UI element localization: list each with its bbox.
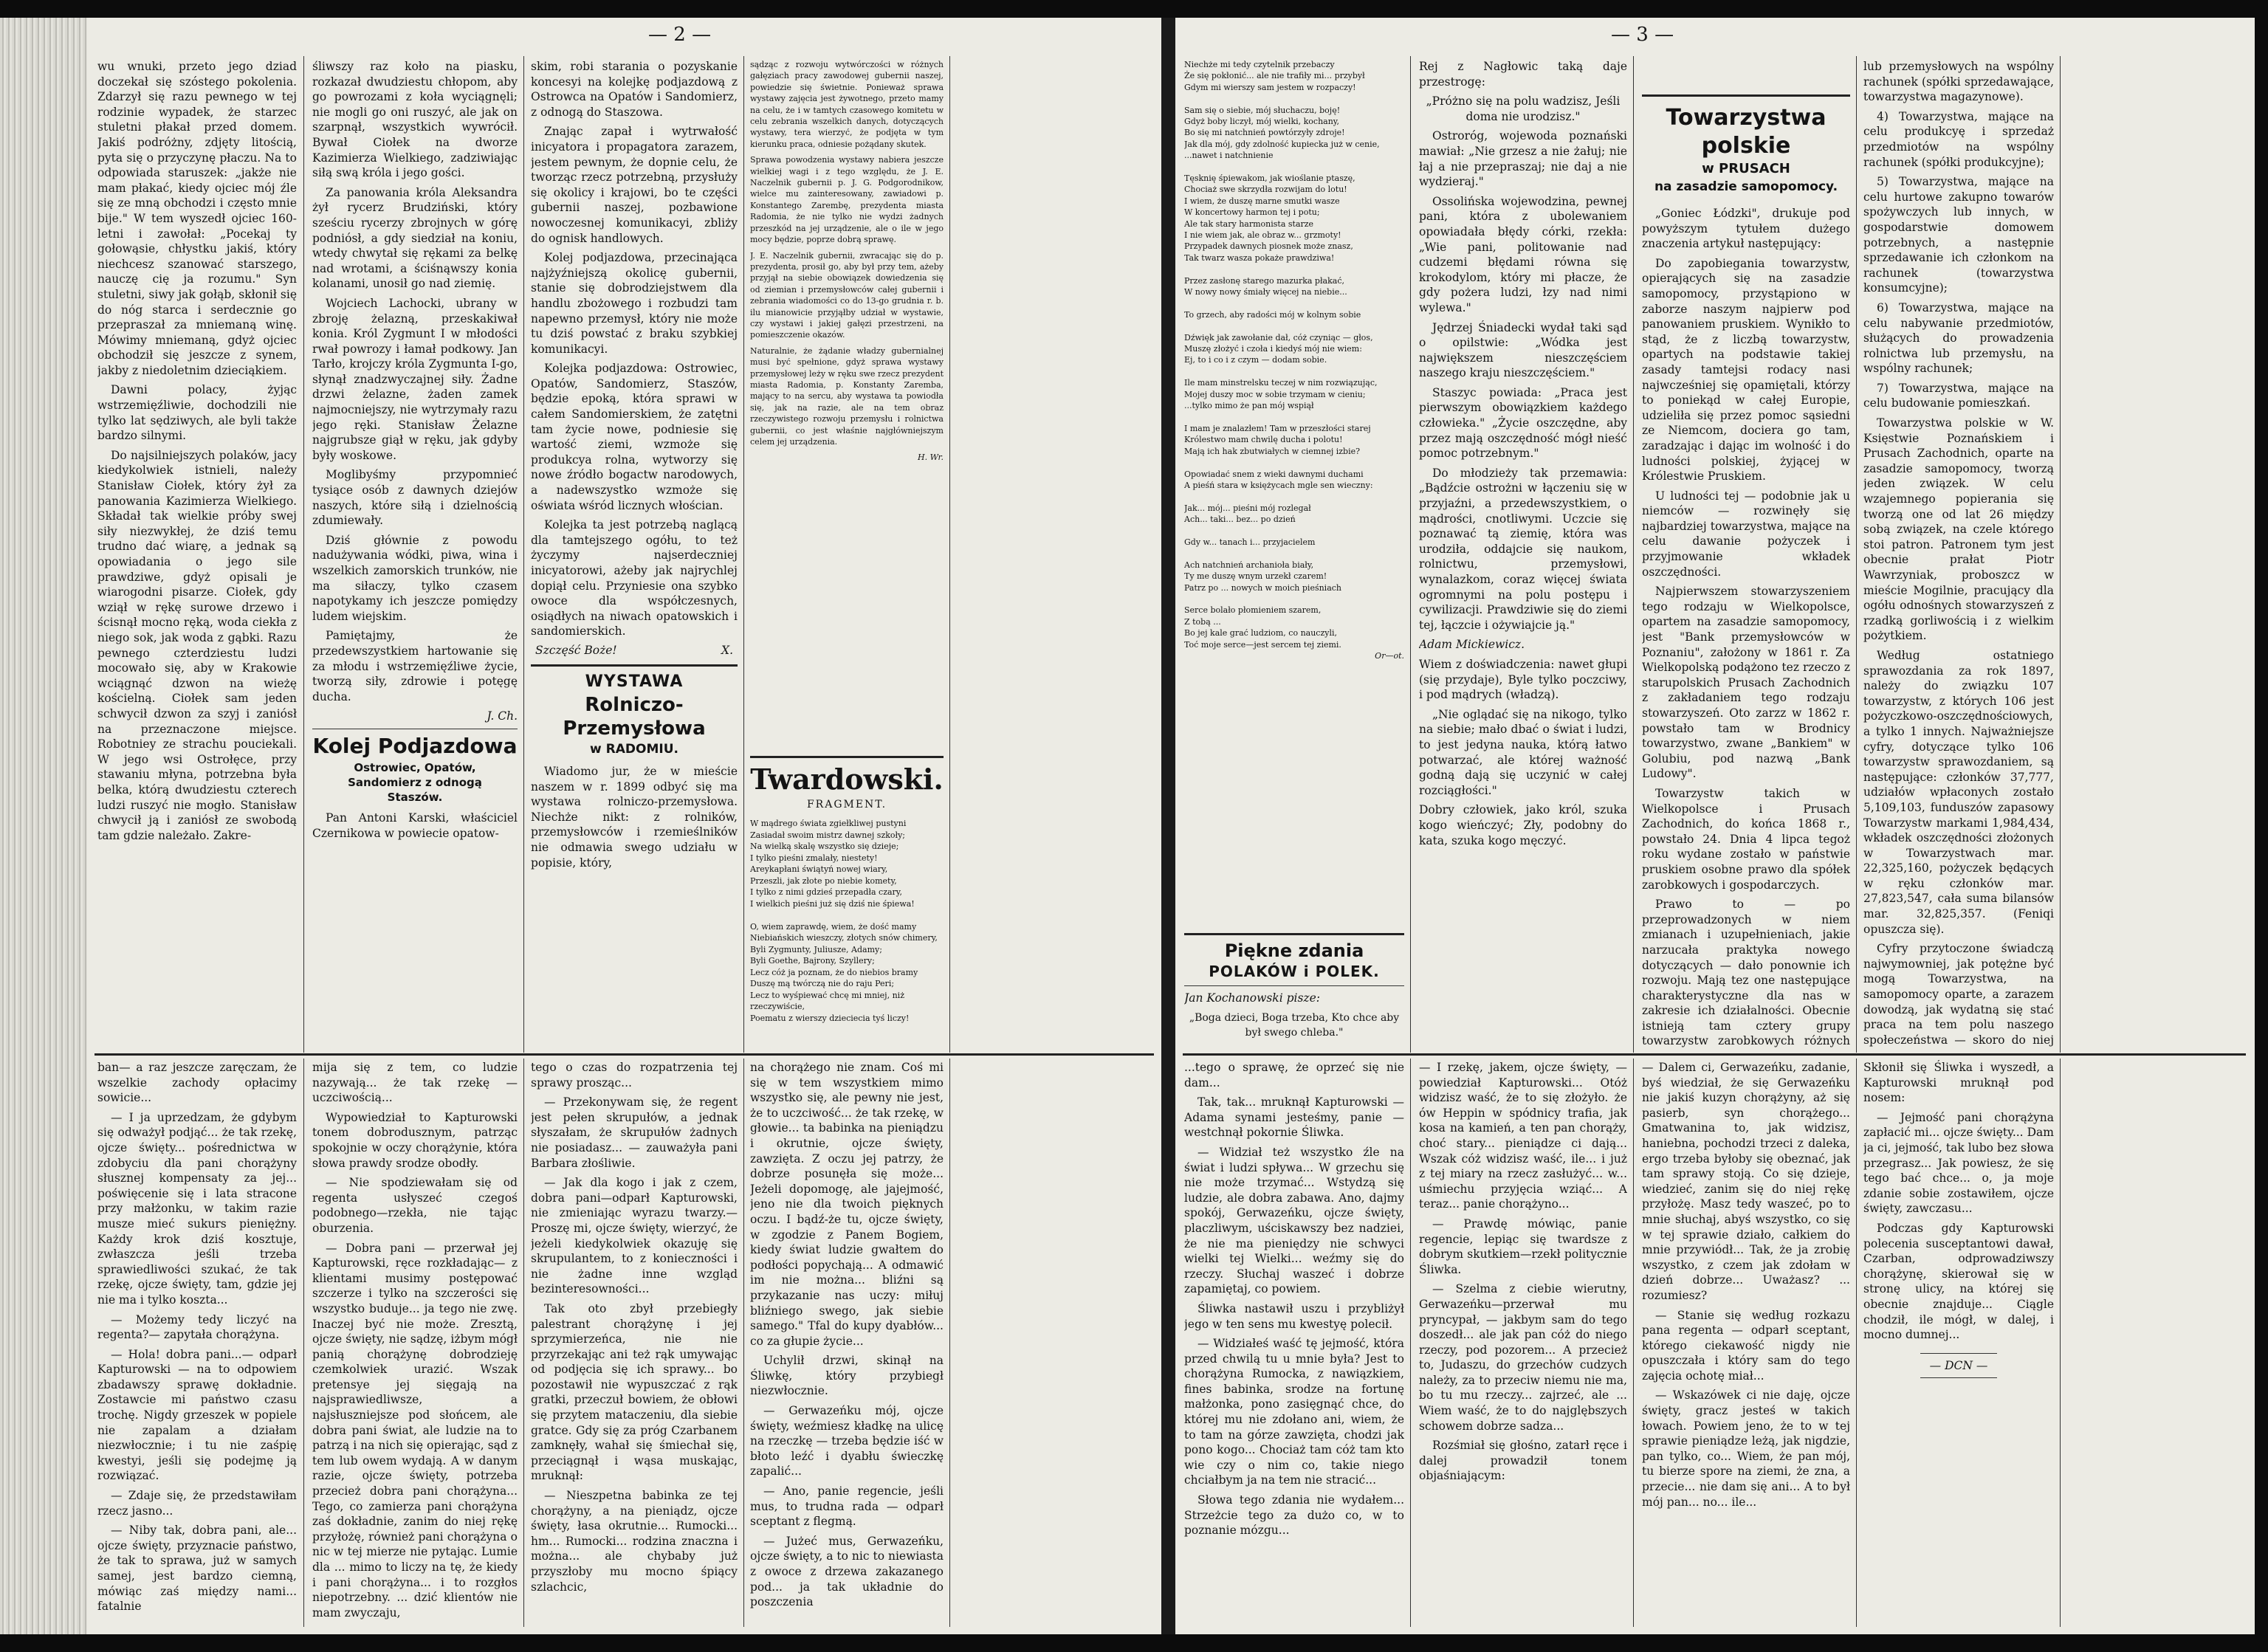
poem-line: Ach natchnień archanioła biały, [1184,560,1314,570]
divider [1642,94,1850,97]
page-number: — 3 — [1611,24,1674,46]
paragraph: śliwszy raz koło na piasku, rozkazał dwudziestu chłopom, aby go powrozami z koła wyciągnęli; nie mogli go oni ruszyć, ale jak on szarpnął, wszystkich wywrócił. Bywał Ciołek na dworze Kazimierza Wielkiego, zadziwiając siłą swą króla i jego gości. [312,60,518,180]
paragraph: Rej z Nagłowic taką daje przestrogę: [1419,60,1627,89]
paragraph: Uchylił drzwi, skinął na Śliwkę, który przybiegł niezwłocznie. [750,1354,944,1398]
poem-line: Niebiańskich wieszczy, złotych snów chimery, [750,933,938,943]
column-rule [1410,56,1411,1053]
paragraph: „Goniec Łódzki", drukuje pod powyższym tytułem dużego znaczenia artykuł następujący: [1642,207,1850,251]
column-rule [1856,56,1857,1053]
paragraph: Do młodzieży tak przemawia: „Bądźcie ostrożni w łączeniu się w przyjaźni, a przedewszystkiem, o mądrości, cnotliwymi. Uczcie się poznawać tą ziemię, która was urodziła, oddajcie się naukom, rolnictwu, przemysłowi, wynalazkom, coraz więcej świata ogromnymi na polu postępu i cywilizacji. Prawdziwie się do ziemi tej, łączcie i ożywiajcie ją." [1419,466,1627,632]
poem-line: To grzech, aby radości mój w kolnym sobie [1184,309,1361,320]
feuilleton-column-8 [1863,1060,2054,1627]
paragraph: Naturalnie, że żądanie władzy gubernialnej musi być spełnione, gdyż sprawa wystawy przemysłowej leży w ręku swe rzecz prezydent miasta Radomia, p. Konstanty Zaremba, mający to na sercu, aby wystawa ta powiodła się, jak na razie, ale na tem obraz rzeczywistego rozwoju przemysłu i rolnictwa gubernii, co jest właśnie najgłówniejszym celem jej urządzenia. [750,345,944,447]
paragraph: — Nieszpetna babinka ze tej chorążyny, a na pieniądz, ojcze święty, łasa okrutnie... Rumocki... hm... Rumocki... rodzina znaczna i można... ale chybaby już przyszłoby mu mocno śpiący szlachcic, [531,1489,738,1594]
poem-line: Zasiadał swoim mistrz dawnej szkoły; [750,830,906,840]
poem-line: Toć moje serce—jest sercem tej ziemi. [1184,639,1341,650]
paragraph: Kolejka podjazdowa: Ostrowiec, Opatów, Sandomierz, Staszów, będzie epoką, która sprawi w całem Sandomierskiem, że zatętni tam życie nowe, podniesie się wartość ziemi, wzmoże się produkcya rolna, wytworzy się nowe źródło bogactw narodowych, a nadewszystko wzmoże się oświata wśród licznych włościan. [531,362,738,512]
poem-line: Bo jej kale grać ludziom, co nauczyli, [1184,628,1338,639]
feuilleton-column-4 [750,1060,944,1627]
poem-line [1184,162,1404,173]
poem-line: Lecz to wyśpiewać chcę mi mniej, niż rzeczywiście, [750,990,904,1011]
author-signature: Or—ot. [1375,650,1404,661]
paragraph: Moglibyśmy przypomnieć tysiące osób z dawnych dziejów naszych, które siłą i dzielnością zdumiewały. [312,468,518,528]
poem-line: Gdym mi wierszy sam jestem w rozpaczy! [1184,82,1356,92]
poem-line: Sam się o siebie, mój słuchaczu, boję! [1184,105,1341,115]
poem-line: Ach... taki... bez... po dzień [1184,514,1296,525]
paragraph: Śliwka nastawił uszu i przybliżył jego w ten sens mu kwestyę polecił. [1184,1301,1404,1331]
poem-line: Bo się mi natchnień powtórzyły zdroje! [1184,128,1345,138]
feuilleton-column-5 [1184,1060,1404,1627]
poem-line: Gdy w... tanach i... przyjacielem [1184,537,1316,547]
article-column-2 [312,59,518,1048]
article-column-4 [750,59,944,753]
subheadline-samopomocy: na zasadzie samopomocy. [1654,179,1838,194]
poem-line: Byli Goethe, Bajrony, Szyllery; [750,956,875,966]
poem-lines [1184,59,1404,650]
subheadline-polakow: POLAKÓW i POLEK. [1209,963,1380,980]
author-signature: H. Wr. [918,452,944,463]
poem-line [1184,491,1404,502]
paragraph: wu wnuki, przeto jego dziad doczekał się szóstego pokolenia. Zdarzył się razu pewnego w tej rodzinie wypadek, że starzec stuletni płakał przed domem. Jakiś podróżny, zdjęty litością, pyta się o przyczynę płaczu. Na to odpowiada staruszek: „jakże nie mam płakać, kiedy ojciec mój źle się ze mną obchodzi i często mnie bije." W tem wyszedł ojciec 160-letni i zawołał: „Pocekaj ty gołowąsie, chłystku jakiś, który niechcesz szanować starszego, nauczę cię ja rozumu." Syn stuletni, siwy jak gołąb, skłonił się do nóg starca i serdecznie go przepraszał za mniemaną winę. Mówimy mniemaną, gdyż ojciec obchodził się jeszcze z synem, jakby z niedoletnim dzieciąkiem. [97,60,297,377]
paragraph: Staszyc powiada: „Praca jest pierwszym obowiązkiem każdego człowieka." „Życie oszczędne, aby przez mają oszczędność mógł nieść pomoc potrzebnym." [1419,385,1627,461]
feuilleton-column-1 [97,1060,297,1627]
paragraph: Za panowania króla Aleksandra żył rycerz Brudziński, który sześciu rycerzy zbrojnych w górę podniósł, a gdy siedział na koniu, wtedy chwytał się rękami za belkę nad wrotami, a ściśnąwszy konia kolanami, unosił go nad ziemię. [312,185,518,291]
paragraph: na chorążego nie znam. Coś mi się w tem wszystkiem mimo wszystko się, ale pewny nie jest, że to uczciwość... że tak rzekę, w głowie... ta babinka na pieniądzu i okrutnie, ojcze święty, zawzięta. Z oczu jej patrzy, że dobrze posunęła się może... Jeżeli dopomogę, ale jajejmość, jeno nie dla twoich pięknych oczu. I bądź-że tu, ojcze święty, w zgodzie z Panem Bogiem, kiedy świat ludzie gwałtem do podłości popychają... A odmawić im nie można... bliźni są przykazanie nas uczy: miłuj bliźniego swego, jak siebie samego." Tfal do kupy dyabłów... co za głupie życie... [750,1061,944,1348]
paragraph: — Dalem ci, Gerwazeńku, zadanie, byś wiedział, że się Gerwazeńku nie jakiś kuzyn chorążyny, aż się pasierb, syn chorążego... Gmatwanina to, jak widzisz, haniebna, pochodzi trzeci z daleka, ergo trzeba byłoby się obeznać, jak tam sprawy stoją. Co się dzieje, wiedzieć, zanim się do niej rękę przyłożę. Masz tedy waszeć, po to mnie słuchaj, abyś wszystko, co się w tej sprawie działo, całkiem do mnie przywiódł... Tak, że ja zrobię wszystko, z czem jak zdołam w dzień dobrze... Uważasz? ... rozumiesz? [1642,1061,1850,1302]
binding-edge [0,18,87,1634]
poem-line: Królestwo mam chwilę ducha i polotu! [1184,435,1343,445]
paragraph: — Widział też wszystko źle na świat i ludzi spływa... W grzechu się nie może trzymać... Wstydzą się ludzie, ale dobra zabawa. Ano, dajmy spokój, Gerwazeńku, ojcze święty, placzliwym, uściskawszy bez nadziei, że nie ma pieniędzy nie schwyci wielki tej Wielki... weźmy się do rzeczy. Słuchaj waszeć i dobrze zapamiętaj, co powiem. [1184,1145,1404,1296]
column-rule [303,56,304,1053]
poem-line [1184,412,1404,423]
headline-wystawa-1: WYSTAWA [585,672,684,691]
poem-line [1184,297,1404,309]
paragraph: — Widziałeś waść tę jejmość, która przed chwilą tu u mnie była? Jest to chorążyna Rumocka, z nawiązkiem, fines babinka, srodze na fortunę małżonka, pono zasięgnąć chce, do której mu nie zdołano ani, wiem, że to tam na górze zawzięta, chodzi jak pono kogo... Chociaż tam cóż tam kto wie czy o nim co, takie niego chciałbym ja na tem nie stracić... [1184,1337,1404,1487]
column-rule [949,56,950,1053]
paragraph: skim, robi starania o pozyskanie koncesyi na kolejkę podjazdową z Ostrowca na Opatów i Sandomierz, z odnogą do Staszowa. [531,60,738,119]
poem-line: Poematu z wierszy dzieciecia tyś liczy! [750,1013,910,1023]
page-margin [957,59,1152,1048]
feuilleton-column-3 [531,1060,738,1627]
poem-line [1184,93,1404,104]
page-number: — 2 — [648,24,712,46]
poem-line: ...nawet i natchnienie [1184,151,1274,161]
poem-line [1184,457,1404,468]
paragraph: Według ostatniego sprawozdania za rok 1897, należy do związku 107 towarzystw, z których 106 jest pożyczkowo-oszczędnościowych, a tylko 1 innych. Najważniejsze cyfry, dotyczące tylko 106 towarzystw sprawozdaniem, są następujące: członków 37,777, udziałów wpłaconych zostało 5,109,103, funduszów zapasowy Towarzystw markami 1,984,434, wkładek oszczędności złożonych w Towarzystwach mar. 22,325,160, pożyczek będących w ręku członków mar. 27,823,547, cała suma bilansów mar. 32,825,357. (Feniqi opuszcza się). [1863,648,2054,936]
poem-line: Muszę złożyć i czoła i kiedyś mój nie wiem: [1184,344,1362,354]
poem-line: W mądrego świata zgiełkliwej pustyni [750,819,907,828]
poem-line: I mam je znalazłem! Tam w przeszłości starej [1184,423,1371,433]
closing-line: Szczęść Boże! [535,643,617,657]
paragraph: tego o czas do rozpatrzenia tej sprawy prosząc... [531,1061,738,1090]
feuilleton-divider [94,1053,1154,1056]
column-rule [1856,1059,1857,1627]
poem-line: O, wiem zaprawdę, wiem, że dość mamy [750,921,917,932]
poem-line: Ile mam minstrelsku teczej w nim rozwiązując, [1184,378,1378,388]
paragraph: Ostroróg, wojewoda poznański mawiał: „Nie grzesz a nie żałuj; nie łaj a nie przepraszaj; nie daj a nie wydzieraj." [1419,129,1627,189]
poem-line [1184,593,1404,605]
poem-line: Z tobą ... [1184,616,1221,627]
poem-line: Mają ich hak zbutwiałych w ciemnej izbie? [1184,446,1361,456]
headline-kolej: Kolej Podjazdowa [312,733,518,758]
poem-line: Na wielką skalę wszystko się dzieje; [750,842,899,851]
paragraph: — Jużeć mus, Gerwazeńku, ojcze święty, a to nic to niewiasta z owoce z drzewa zakazanego pod... ja tak układnie do poszczenia [750,1534,944,1609]
poem-line: Dźwięk jak zawołanie dał, cóż czyniąc — głos, [1184,332,1373,343]
paragraph: Jan Kochanowski pisze: [1184,991,1320,1005]
column-rule [949,1059,950,1627]
feuilleton-column-7 [1642,1060,1850,1627]
paragraph: ...tego o sprawę, że oprzeć się nie dam... [1184,1061,1404,1090]
divider [1920,1353,1996,1354]
page-left [87,18,1161,1634]
paragraph: — Prawdę mówiąc, panie regencie, lepiąc się twardsze z dobrym skutkiem—rzekł politycznie Śliwka. [1419,1216,1627,1276]
poem-line: Przeszli, jak złote po niebie komety, [750,875,897,886]
poem-line: I tylko pieśni zmalały, niestety! [750,853,878,863]
paragraph: Wojciech Lachocki, ubrany w zbroję żelazną, przeskakiwał konia. Król Zygmunt I w młodości rwał powrozy i łamał podkowy. Jan Tarło, krojczy króla Zygmunta I-go, słynął znadzwyczajnej siły. Żadne drzwi żelazne, żaden zamek najmocniejszy, nie wytrzymały razu jego ręki. Stanisław Żelazne najgrubsze giął w ręku, jak gdyby były woskowe. [312,296,518,462]
paragraph: — Wskazówek ci nie daję, ojcze święty, gracz jesteś w takich łowach. Powiem jeno, że to w tej sprawie pieniądze leżą, jak nigdzie, pan tylko, co... Wiem, że pan mój, tu bierze spore na ziemi, że zna, a przecie... nie dam się ani... A to był mój pan... no... ile... [1642,1388,1850,1509]
poem-line: Patrz po ... nowych w moich pieśniach [1184,582,1342,593]
poem-line: Duszę mą twórczą nie do raju Peri; [750,979,895,988]
column-rule [523,56,524,1053]
list-item: Towarzystwa polskie w W. Księstwie Poznańskiem i Prusach Zachodnich, oparte na zasadzie samopomocy, tworzą jeden związek. W celu wzajemnego popierania się tworzą one od lat 26 między sobą związek, na czele którego stoi patron. Patronem tym jest obecnie prałat Piotr Wawrzyniak, proboszcz w mieście Mogilnie, pracujący dla ogółu odnośnych stowarzyszeń z rzadką gorliwością i z wielkim pożytkiem. [1863,416,2054,643]
headline-piekne-zdania: Piękne zdania [1224,940,1364,961]
headline-towarzystwa: Towarzystwa polskie [1666,105,1827,159]
piekne-zdania-section [1184,933,1404,1051]
poem-line: Tak twarz wasza pokaże prawdziwa! [1184,252,1335,263]
paragraph: Pamiętajmy, że przedewszystkiem hartowanie się za młodu i wstrzemięźliwe życie, tworzą siły, zdrowie i potęgę ducha. [312,629,518,703]
list-item: 6) Towarzystwa, mające na celu nabywanie przedmiotów, służących do prowadzenia rolnictwa lub przemysłu, na wspólny rachunek; [1863,300,2054,376]
poem-line: Jak dla mój, gdy zdolność kupiecka już w cenie, [1184,139,1380,149]
towarzystwa-column [1642,59,1850,1048]
poem-line: Byli Zygmunty, Juliusze, Adamy; [750,944,882,954]
paragraph: Tak oto zbył przebiegły palestrant chorążynę i jej sprzymierzeńca, nie nie przyrzekając ani też rąk umywając od podjęcia się ich sprawy... bo pozostawił nie wypuszczać z rąk gratki, przeczuł bowiem, że obłowi się przytem mataczeniu, dla siebie gratce. Gdy się za próg Czarbanem zamknęły, wahał się śmiechał się, przeciągnął i wąsa muskając, mruknął: [531,1301,738,1483]
headline-wystawa-2: Rolniczo-Przemysłowa [563,693,706,740]
poem-line: I wiem, że duszę marne smutki wasze [1184,196,1340,206]
divider [750,756,944,758]
paragraph: Rozśmiał się głośno, zatarł ręce i dalej prowadził tonem objaśniającym: [1419,1439,1627,1483]
poem-line [1184,366,1404,377]
column-rule [1410,1059,1411,1627]
paragraph: mija się z tem, co ludzie nazywają... że tak rzekę — uczciwością... [312,1061,518,1105]
page-right [1175,18,2255,1634]
list-item: 5) Towarzystwa, mające na celu hurtowe zakupno towarów spożywczych lub innych, w gospodarstwie domowem potrzebnych, a następnie sprzedawanie ich członkom na rachunek (towarzystwa konsumcyjne); [1863,175,2054,295]
paragraph: Prawo to — po przeprowadzonych w niem zmianach i uzupełnieniach, jakie narzucała praktyka nowego dotyczących — dało ponownie ich rozwoju. Mają tez one następujące charakterystyczne dla nas w zakresie ich działalności. Obecnie istnieją tam cztery grupy towarzystw zarobkowych różnych [1642,898,1850,1048]
divider [1184,933,1404,935]
poem-column [1184,59,1404,930]
poem-line: Ty me duszę wnym urzekł czarem! [1184,571,1327,582]
poem-line: Tęsknię śpiewakom, jak wioślanie ptaszę, [1184,173,1355,184]
column-rule [523,1059,524,1627]
paragraph: Dawni polacy, żyjąc wstrzemięźliwie, dochodzili nie tylko lat sędziwych, ale byli także bardzo silnymi. [97,383,297,443]
author-signature: J. Ch. [487,709,518,723]
paragraph: Towarzystw takich w Wielkopolsce i Prusach Zachodnich, do końca 1868 r., powstało 24. Dnia 4 lipca tegoż roku wydane zostało w państwie pruskiem osobne prawo dla spółek zarobkowych i gospodarczych. [1642,786,1850,892]
feuilleton-divider [1183,1053,2246,1056]
poem-line: Jak... mój... pieśni mój rozlegał [1184,503,1311,513]
to-be-continued: — DCN — [1929,1358,1988,1372]
poem-line: Mojej duszy moc w sobie trzymam w cieniu; [1184,389,1366,399]
paragraph: Wypowiedział to Kapturowski tonem dobrodusznym, patrząc spokojnie w oczy chorążynie, która słowa prawdy srodze obodły. [312,1110,518,1170]
poem-line [1184,548,1404,559]
paragraph: Skłonił się Śliwka i wyszedł, a Kapturowski mruknął pod nosem: [1863,1061,2054,1105]
paragraph: — Szelma z ciebie wierutny, Gerwazeńku—przerwał mu pryncypał, — jakbym sam do tego doszedł... ale jak pan cóż do niego rzeczy, pod pozorem... A przecież to, Judaszu, do grzechów cudzych należy, za to przeciw niemu nie ma, bo tu mu rzeczy... zajrzeć, ale ... Wiem waść, że to do najglębszych schowem dobrze sadza... [1419,1282,1627,1433]
poem-line: Lecz cóż ja poznam, że do niebios bramy [750,967,918,977]
poem-line: Ej, to i co i z czym — dodam sobie. [1184,355,1327,365]
paragraph: sądząc z rozwoju wytwórczości w różnych gałęziach pracy zawodowej gubernii naszej, powiedzie się świetnie. Ponieważ sprawa wystawy zajęcia jest żywotnego, przeto mamy na celu, że i w tamtych czasowego komitetu w celu zebrania wszelkich danych, dotyczących wystawy, tera wierzyć, że podjęta w tym kierunku praca, odniesie pożądany skutek. [750,60,944,149]
paragraph: Najpierwszem stowarzyszeniem tego rodzaju w Wielkopolsce, opartem na zasadzie samopomocy, jest "Bank przemysłowców w Poznaniu", założony w 1861 r. Za Wielkopolską podążono tez rzeczo z starupolskich Prusach Zachodnich z zakładaniem tego rodzaju stowarzyszeń. Oto zarzz w 1862 r. powstało tam w Brodnicy towarzystwo, zwane „Bankiem" w Golubiu, pod nazwą „Bank Ludowy". [1642,585,1850,781]
paragraph: Słowa tego zdania nie wydałem... Strzeżcie tego za dużo co, w to poznanie mózgu... [1184,1493,1404,1538]
poem-line: W koncertowy harmon tej i potu; [1184,207,1320,218]
column-rule [303,1059,304,1627]
paragraph: Podczas gdy Kapturowski polecenia susceptantowi dawał, Czarban, odprowadziwszy chorążynę, skierował się w stronę ulicy, na której się obecnie znajduje... Ciągle chodził, ile mógł, w dalej, i mocno dumnej... [1863,1221,2054,1342]
subheadline-fragment: FRAGMENT. [806,799,887,810]
poem-line: Ale tak stary harmonista starze [1184,218,1314,229]
paragraph: U ludności tej — podobnie jak u niemców — rozwinęły się najbardziej towarzystwa, mające na celu dawanie pożyczek i przyjmowanie wkładek oszczędności. [1642,489,1850,579]
poem-line: Że się pokłonić... ale nie trafiły mi... przybył [1184,71,1365,81]
paragraph: — Nie spodziewałam się od regenta usłyszeć czegoś podobnego—rzekła, nie tając oburzenia. [312,1176,518,1235]
quote: Wiem z doświadczenia: nawet głupi (się przydaje), Byle tylko poczciwy, i pod mądrych (władzą). [1419,657,1627,702]
poem-lines [750,818,944,1024]
paragraph: Do zapobiegania towarzystw, opierających się na zasadzie samopomocy, przystąpiono w zaborze naszym najpierw pod panowaniem pruskiem. Wynikło to stąd, że z liczbą towarzystw, opartych na podstawie takiej zasady tamtejsi rodacy nasi najwcześniej się opamiętali, którzy to poniekąd w całej Europie, udzieliła się przez pomoc sąsiedni ze Niemcom, dociera go tam, zaradzając i dając im wolność i do ludności polskiej, żyjącej w Królestwie Pruskiem. [1642,256,1850,483]
column-rule [2060,1059,2061,1627]
column-rule [743,56,744,1053]
headline-twardowski: Twardowski. [750,763,944,796]
poem-line [1184,264,1404,275]
poem-line: Serce bolało płomieniem szarem, [1184,605,1322,616]
poem-line: I tylko z nimi gdzieś przepadła czary, [750,887,903,897]
paragraph: — Zdaje się, że przedstawiłam rzecz jasno... [97,1489,297,1518]
towarzystwa-column-cont [1863,59,2054,1048]
paragraph: Tak, tak... mruknął Kapturowski — Adama synami jesteśmy, panie — westchnął pokornie Śliwka. [1184,1095,1404,1140]
paragraph: — I rzekę, jakem, ojcze święty, — powiedział Kapturowski... Otóż widzisz waść, że to się złożyło. że ów Heppin w spódnicy trafia, jak kosa na kamień, a ten pan chorąży, choć stary... pieniądze ci dają... Wszak cóż widzisz waść, ile... i już z tej miary na rzecz zasłużyć... w... uśmiechu przyjęcia wziąć... A teraz... panie chorążyno... [1419,1061,1627,1211]
paragraph: — Jejmość pani chorążyna zapłacić mi... ojcze święty... Dam ja ci, jejmość, tak lubo bez słowa przegrasz... Jak powiesz, że się tego bać chce... o, ja moje zdanie sobie zostawiłem, ojcze święty, zawczasu... [1863,1110,2054,1216]
paragraph: Wiadomo jur, że w mieście naszem w r. 1899 odbyć się ma wystawa rolniczo-przemysłowa. Niechże nikt: z rolników, przemysłowców i rzemieślników nie odmawia swego udziału w popisie, który, [531,764,738,870]
divider [1920,1377,1996,1378]
poem-line: Przypadek dawnych piosnek może znasz, [1184,241,1353,252]
page-margin [2067,59,2248,1048]
article-column-3 [531,59,738,1048]
paragraph: — Możemy tedy liczyć na regenta?— zapytała chorążyna. [97,1312,297,1342]
paragraph: Kolej podjazdowa, przecinająca najżyźniejszą okolicę gubernii, stanie się dobrodziejstwem dla handlu zbożowego i rozbudzi tam napewno przemysł, który nie może tu dziś powstać z braku szybkiej komunikacyi. [531,251,738,356]
poem-line: Areykapłani świątyń nowej wiary, [750,864,888,874]
column-rule [1633,1059,1634,1627]
paragraph: — Niby tak, dobra pani, ale... ojcze święty, przyznacie państwo, że tak to sprawa, już w samych samej, jest bardzo ciemną, mówiąc zaś między nami... fatalnie [97,1524,297,1614]
paragraph: Do najsilniejszych polaków, jacy kiedykolwiek istnieli, należy Stanisław Ciołek, który żył za panowania Kazimierza Wielkiego. Składał tak wielkie próby swej siły niezwykłej, że dziś temu trudno dać wiarę, a jednak są opowiadania o jego sile prawdziwe, gdyż opisali je wiarogodni pisarze. Ciołek, gdy wziął w rękę surowe drzewo i ścisnął mocno ręką, woda ciekła z niego sok, jak woda z gąbki. Razu pewnego czterdziestu ludzi mocowało się, aby w Krakowie wciągnąć dzwon na wieżę kościelną. Ciołek sam jeden schwycił dzwon za szyj i zaniósł na przeznaczone miejsce. Robotniey ze strachu pouciekali. W jego wsi Ostrołęce, przy stawaniu młyna, potrzebna była belka, którą dwudziestu czterech ludzi ruszyć nie mogło. Stanisław chwycił ją i zaniósł ze swobodą tam gdzie należało. Zakre- [97,448,297,842]
poem-line: Chociaż swe skrzydła rozwijam do lotu! [1184,185,1347,195]
paragraph: Pan Antoni Karski, właściciel Czernikowa w powiecie opatow- [312,810,518,840]
quote: Dobry człowiek, jako król, szuka kogo wieńczyć; Zły, podobny do kata, szuka kogo męczyć. [1419,803,1627,847]
feuilleton-column-6 [1419,1060,1627,1627]
poem-line: I nie wiem jak, ale obraz w... grzmoty! [1184,230,1341,241]
poem-line: Niechże mi tedy czytelnik przebaczy [1184,60,1335,69]
poem-line: ...tylko mimo że pan mój wspiął [1184,401,1314,411]
column-rule [1633,56,1634,1053]
page-gutter [1161,18,1175,1634]
poem-line: A pieśń stara w księżycach mgle sen wieczny: [1184,480,1373,490]
author-signature: X. [721,643,733,657]
poem-line [1184,320,1404,331]
paragraph: Jędrzej Śniadecki wydał taki sąd o opilstwie: „Wódka jest największem nieszczęściem naszego kraju nieszczęściem." [1419,320,1627,380]
paragraph: — I ja uprzedzam, że gdybym się odważył podjąć... że tak rzekę, ojcze święty... pośrednictwa w zdobyciu dla pani chorążyny słusznej kompensaty za jej... poświęcenie się i lata stracone przy małżonku, w takim razie musze mieć sukurs pieniężny. Każdy krok dziś kosztuje, zwłaszcza jeśli trzeba sprawiedliwości szukać, że tak rzekę, ojcze święty, tam, gdzie jej nie ma i tylko koszta... [97,1110,297,1307]
paragraph: — Ano, panie regencie, jeśli mus, to trudna rada — odparł sceptant z flegmą. [750,1484,944,1529]
poem-line: Gdyż boby liczył, mój wielki, kochany, [1184,117,1340,127]
paragraph: Dziś głównie z powodu nadużywania wódki, piwa, wina i wszelkich zamorskich trunków, nie ma siłaczy, tylko czasem napotykamy ich jeszcze pomiędzy ludem wiejskim. [312,533,518,623]
divider [1184,985,1404,986]
subheadline-kolej: Ostrowiec, Opatów, Sandomierz z odnogą Staszów. [348,760,482,804]
paragraph: Kolejka ta jest potrzebą naglącą dla tamtejszego ogółu, to też życzymy najserdeczniej inicyatorowi, ażeby jak najrychlej dopiął celu. Przyniesie ona szybko owoce dla współczesnych, osiądłych na niwach opatowskich i sandomierskich. [531,518,738,639]
paragraph: Ossolińska wojewodzina, pewnej pani, która z ubolewaniem opowiadała błędy córki, rzekła: „Wie pani, politowanie nad cudzemi błędami równa się krokodylom, który mi płacze, że gdy pożera ludzi, łzy nad nimi wylewa." [1419,194,1627,314]
paragraph: — Jak dla kogo i jak z czem, dobra pani—odparł Kapturowski, nie zmieniając wyrazu twarzy.— Proszę mi, ojcze święty, wierzyć, że jeżeli kiedykolwiek okazuję się skrupulantem, to z konieczności i nie żadne inne wzgląd bezinteresowności... [531,1176,738,1296]
author-name: Adam Mickiewicz. [1419,638,1525,652]
column-rule [743,1059,744,1627]
paragraph: „Nie oglądać się na nikogo, tylko na siebie; mało dbać o świat i ludzi, to jest jedyna nauka, którą łatwo potwarzać, ale której ważność godną dają się uczynić w całej rozciągłości." [1419,707,1627,797]
quote: „Boga dzieci, Boga trzeba, Kto chce aby był swego chleba." [1189,1011,1400,1039]
article-column-1 [97,59,297,1048]
feuilleton-column-2 [312,1060,518,1627]
column-rule [2060,56,2061,1053]
paragraph: — Stanie się według rozkazu pana regenta — odparł sceptant, którego ciekawość nigdy nie opuszczała i który sam do tego zajęcia ochotę miał... [1642,1308,1850,1383]
paragraph: Cyfry przytoczone świadczą najwymowniej, jak potężne być mogą Towarzystwa, na samopomocy oparte, a zarazem dowodzą, jak wydatną się stać praca na tem polu naszego społeczeństwa — skoro do niej [1863,942,2054,1047]
paragraph: lub przemysłowych na wspólny rachunek (spółki sprzedawające, towarzystwa magazynowe). [1863,60,2054,104]
poem-line: W nowy nowy śmiały więcej na niebie... [1184,287,1347,297]
poem-line: I wielkich pieśni już się dziś nie śpiewa! [750,898,915,909]
poem-line [750,909,944,921]
divider [531,664,738,667]
subheadline-prusach: w PRUSACH [1702,161,1790,176]
paragraph: ban— a raz jeszcze zaręczam, że wszelkie zachody opłacimy sowicie... [97,1061,297,1105]
headline-wystawa-3: w RADOMIU. [590,741,678,757]
poem-line: Opowiadać snem z wieki dawnymi duchami [1184,469,1364,479]
quotes-column [1419,59,1627,1048]
poem-line: Przez zasłonę starego mazurka płakać, [1184,275,1344,286]
paragraph: — Dobra pani — przerwał jej Kapturowski, ręce rozkładając— z klientami musimy postępować szczerze i tylko na szczerości się wszystko buduje... ja tego nie zwę. Inaczej być nie może. Zresztą, ojcze święty, nie sądzę, iżbym mógł panią chorążynę dobrodzieję czemkolwiek urazić. Wszak pretensye jej sięgają na najsprawiedliwsze, a najsłuszniejsze pod słońcem, ale dobra pani świat, ale ludzie na to patrzą i na nich się opierając, sąd z tem lub owem wydają. A w danym razie, ojcze święty, potrzeba przecież dobra pani chorążyna... Tego, co zamierza pani chorążyna zaś dokładnie, zanim do niej rękę przyłożę, również pani chorążyna o nic w tej mierze nie pytając. Lumie dla ... mimo to liczy na tę, że kiedy i pani chorążyna... i to rozgłos niepotrzebny. ... dzić klientów nie mam zwyczaju, [312,1241,518,1620]
paragraph: J. E. Naczelnik gubernii, zwracając się do p. prezydenta, prosił go, aby był przy tem, ażeby przyjął na siebie obowiązek dowiedzenia się od ziemian i przemysłowców całej gubernii i zebrania wiadomości co do 13-go grudnia r. b. ilu mianowicie przyjąłby udział w wystawie, czy wystawi i jakiej gałęzi przestrzeni, na pomieszczenie okazów. [750,250,944,340]
paragraph: Znając zapał i wytrwałość inicyatora i propagatora zarazem, jestem pewnym, że dopnie celu, że tworząc rzecz potrzebną, przysłuży się okolicy i krajowi, bo te części gubernii naszej, pozbawione nowoczesnej komunikacyi, zbliży do ognisk handlowych. [531,125,738,245]
poem-twardowski [750,756,944,1047]
paragraph: Sprawa powodzenia wystawy nabiera jeszcze wielkiej wagi i z tego względu, że J. E. Naczelnik gubernii p. J. G. Podgorodnikow, wielce mu zainteresowany, zawiadowi p. Konstantego Zarembę, prezydenta miasta Radomia, że nie tylko nie wydzi żadnych przeszkód na jej urządzenie, ale o ile w jego mocy będzie, poprze dobrą sprawę. [750,155,944,245]
paragraph: — Hola! dobra pani...— odparł Kapturowski — na to odpowiem zbadawszy sprawę dokładnie. Zostawcie mi państwo czasu trochę. Nigdy grzeszek w popiele nie zapalam a działam niezwłocznie; i tu nie zaśpię kwestyi, jeśli się podejmę ją rozwiązać. [97,1347,297,1483]
poem-line [1184,526,1404,537]
list-item: 4) Towarzystwa, mające na celu produkcyę i sprzedaż przedmiotów na wspólny rachunek (spółki produkcyjne); [1863,109,2054,169]
list-item: 7) Towarzystwa, mające na celu budowanie pomieszkań. [1863,381,2054,410]
paragraph: — Przekonywam się, że regent jest pełen skrupułów, a jednak słyszałam, że skrupułów żadnych nie posiadasz... — zauważyła pani Barbara złośliwie. [531,1095,738,1170]
quote: „Próżno się na polu wadzisz, Jeśli doma nie urodzisz." [1426,94,1621,123]
paragraph: — Gerwazeńku mój, ojcze święty, weźmiesz kładkę na ulicę na rzeczkę — trzeba będzie iść w błoto leźć i dyabłu świeczkę zapalić... [750,1404,944,1479]
